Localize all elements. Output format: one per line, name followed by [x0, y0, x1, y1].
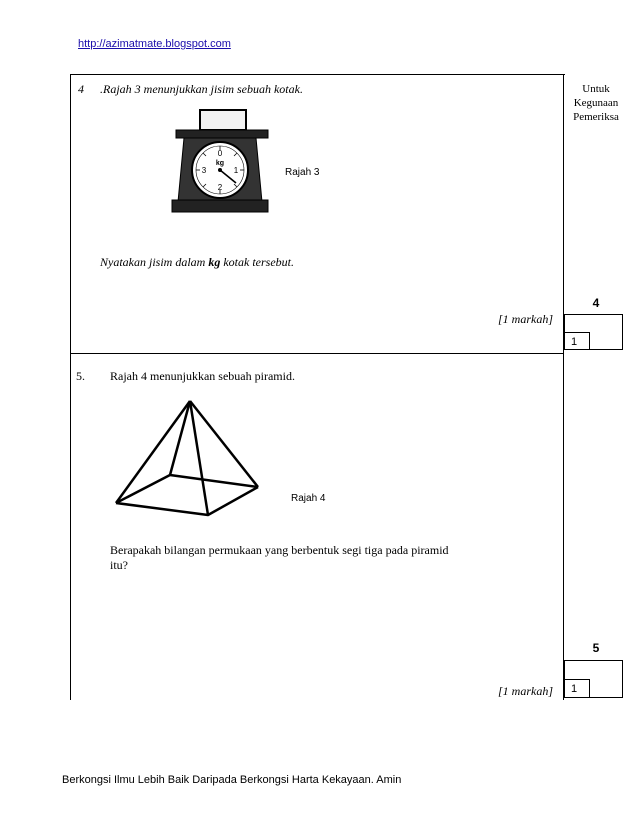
dial-number-3: 3	[201, 166, 207, 175]
prompt-4-text-start: Nyatakan jisim dalam	[100, 255, 209, 269]
question-5-mark-cell: 1	[564, 679, 590, 698]
prompt-4-text-end: kotak tersebut.	[220, 255, 294, 269]
question-4-prompt	[100, 255, 294, 270]
dial-number-1: 1	[233, 166, 239, 175]
top-rule	[70, 74, 565, 75]
pyramid-figure	[108, 395, 268, 520]
dial-number-0: 0	[217, 149, 223, 158]
weighing-scale-figure	[170, 108, 270, 216]
question-4-intro: .Rajah 3 menunjukkan jisim sebuah kotak.	[100, 82, 303, 96]
question-divider	[70, 353, 563, 354]
footer-text: Berkongsi Ilmu Lebih Baik Daripada Berkongsi Harta Kekayaan. Amin	[62, 774, 402, 786]
examiner-heading-line1: Untuk	[582, 83, 610, 95]
prompt-5-line2: itu?	[110, 558, 128, 572]
question-4-mark-cell: 1	[564, 332, 590, 350]
side-column-divider	[563, 74, 564, 700]
question-4-box-number: 4	[592, 296, 600, 310]
figure-4-label: Rajah 4	[291, 493, 326, 504]
dial-number-2: 2	[217, 183, 223, 192]
question-5-number: 5.	[76, 369, 85, 383]
question-5-prompt	[110, 543, 480, 573]
prompt-5-line1: Berapakah bilangan permukaan yang berbentuk segi tiga pada piramid	[110, 543, 449, 557]
question-5-box-number: 5	[592, 641, 600, 655]
left-border	[70, 74, 71, 700]
examiner-heading-line2: Kegunaan	[573, 97, 619, 109]
examiner-heading-line3: Pemeriksa	[573, 111, 619, 123]
pyramid-edge-left	[116, 401, 190, 503]
prompt-4-unit-bold: kg	[208, 255, 221, 269]
scale-base	[172, 200, 268, 212]
box-on-scale	[200, 110, 246, 130]
question-4-marks: [1 markah]	[498, 312, 554, 326]
pyramid-edge-back	[170, 401, 190, 475]
header-url[interactable]: http://azimatmate.blogspot.com	[78, 38, 231, 50]
pyramid-edge-front	[190, 401, 208, 515]
question-5-marks: [1 markah]	[498, 684, 554, 698]
dial-unit-kg: kg	[215, 160, 225, 167]
figure-3-label: Rajah 3	[285, 167, 320, 178]
question-4-number: 4	[78, 82, 84, 96]
dial-pivot	[218, 168, 222, 172]
scale-tray	[176, 130, 268, 138]
pyramid-edge-right	[190, 401, 258, 487]
examiner-use-heading	[564, 82, 628, 124]
question-5-intro: Rajah 4 menunjukkan sebuah piramid.	[110, 369, 295, 383]
